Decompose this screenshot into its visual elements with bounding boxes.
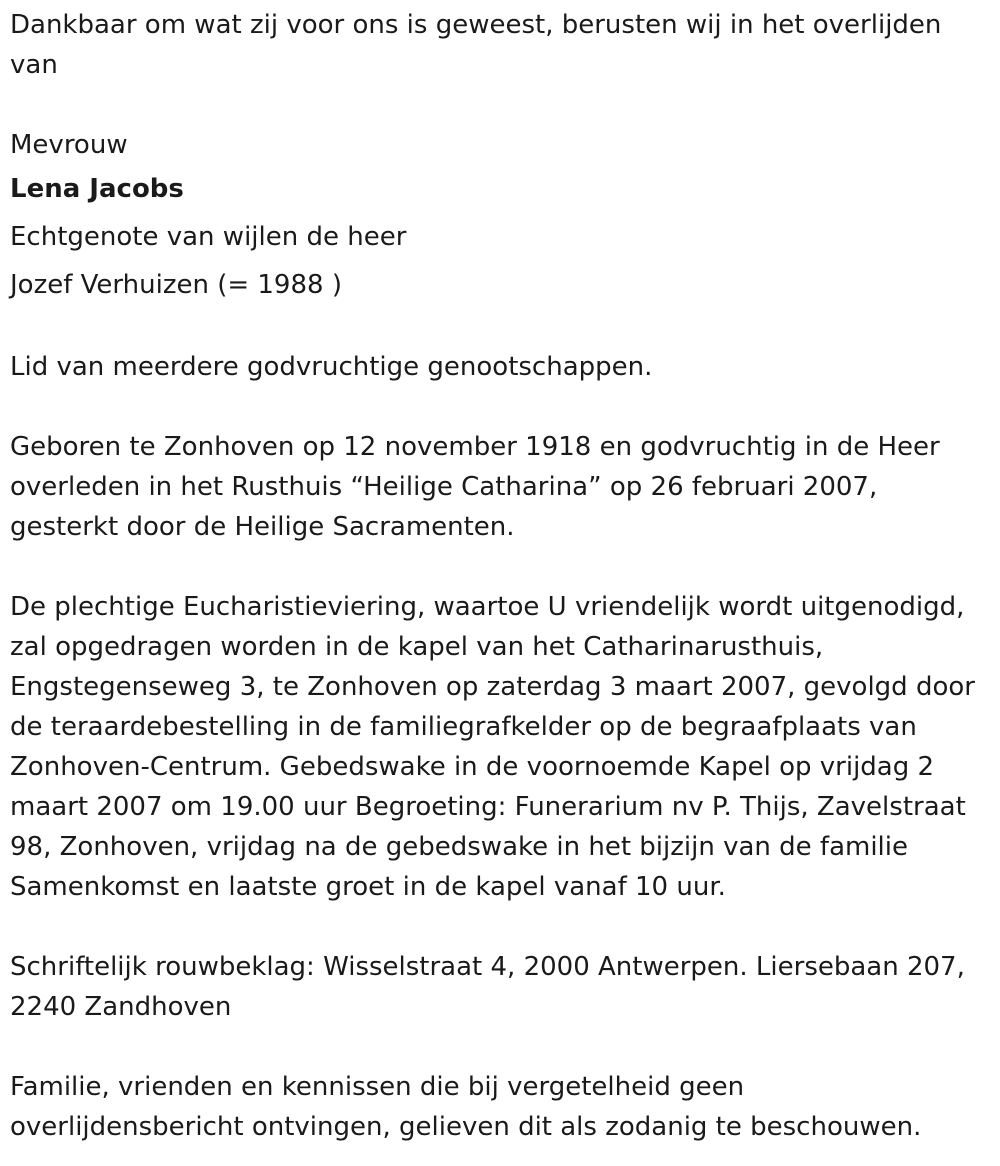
birth-death-line: Geboren te Zonhoven op 12 november 1918 en godvruchtig in de Heer — [10, 432, 940, 462]
deceased-block — [10, 125, 990, 309]
birth-death-line: gesterkt door de Heilige Sacramenten. — [10, 512, 515, 542]
ceremony-line: zal opgedragen worden in de kapel van het Catharinarusthuis, — [10, 632, 824, 662]
spouse-name: Jozef Verhuizen (= 1988 ) — [10, 270, 342, 300]
deceased-name: Lena Jacobs — [10, 174, 184, 204]
birth-death-paragraph — [10, 427, 990, 547]
ceremony-line: Engstegenseweg 3, te Zonhoven op zaterdag 3 maart 2007, gevolgd door — [10, 672, 975, 702]
ceremony-line: de teraardebestelling in de familiegrafkelder op de begraafplaats van — [10, 712, 917, 742]
intro-line: van — [10, 50, 58, 80]
ceremony-line: 98, Zonhoven, vrijdag na de gebedswake in het bijzijn van de familie — [10, 832, 908, 862]
intro-paragraph — [10, 5, 990, 85]
membership-text: Lid van meerdere godvruchtige genootschappen. — [10, 352, 653, 382]
condolences-line: Schriftelijk rouwbeklag: Wisselstraat 4, 2000 Antwerpen. Liersebaan 207, — [10, 952, 965, 982]
closing-line: Familie, vrienden en kennissen die bij vergetelheid geen — [10, 1072, 745, 1102]
ceremony-line: Samenkomst en laatste groet in de kapel vanaf 10 uur. — [10, 872, 726, 902]
ceremony-line: maart 2007 om 19.00 uur Begroeting: Funerarium nv P. Thijs, Zavelstraat — [10, 792, 966, 822]
relation-text: Echtgenote van wijlen de heer — [10, 222, 407, 252]
ceremony-paragraph — [10, 587, 990, 907]
condolences-line: 2240 Zandhoven — [10, 992, 232, 1022]
ceremony-line: De plechtige Eucharistieviering, waartoe U vriendelijk wordt uitgenodigd, — [10, 592, 965, 622]
salutation: Mevrouw — [10, 130, 128, 160]
ceremony-line: Zonhoven-Centrum. Gebedswake in de voornoemde Kapel op vrijdag 2 — [10, 752, 935, 782]
birth-death-line: overleden in het Rusthuis “Heilige Catharina” op 26 februari 2007, — [10, 472, 878, 502]
closing-line: overlijdensbericht ontvingen, gelieven dit als zodanig te beschouwen. — [10, 1112, 922, 1142]
condolences-paragraph — [10, 947, 990, 1027]
intro-line: Dankbaar om wat zij voor ons is geweest, berusten wij in het overlijden — [10, 10, 942, 40]
closing-paragraph — [10, 1067, 990, 1147]
